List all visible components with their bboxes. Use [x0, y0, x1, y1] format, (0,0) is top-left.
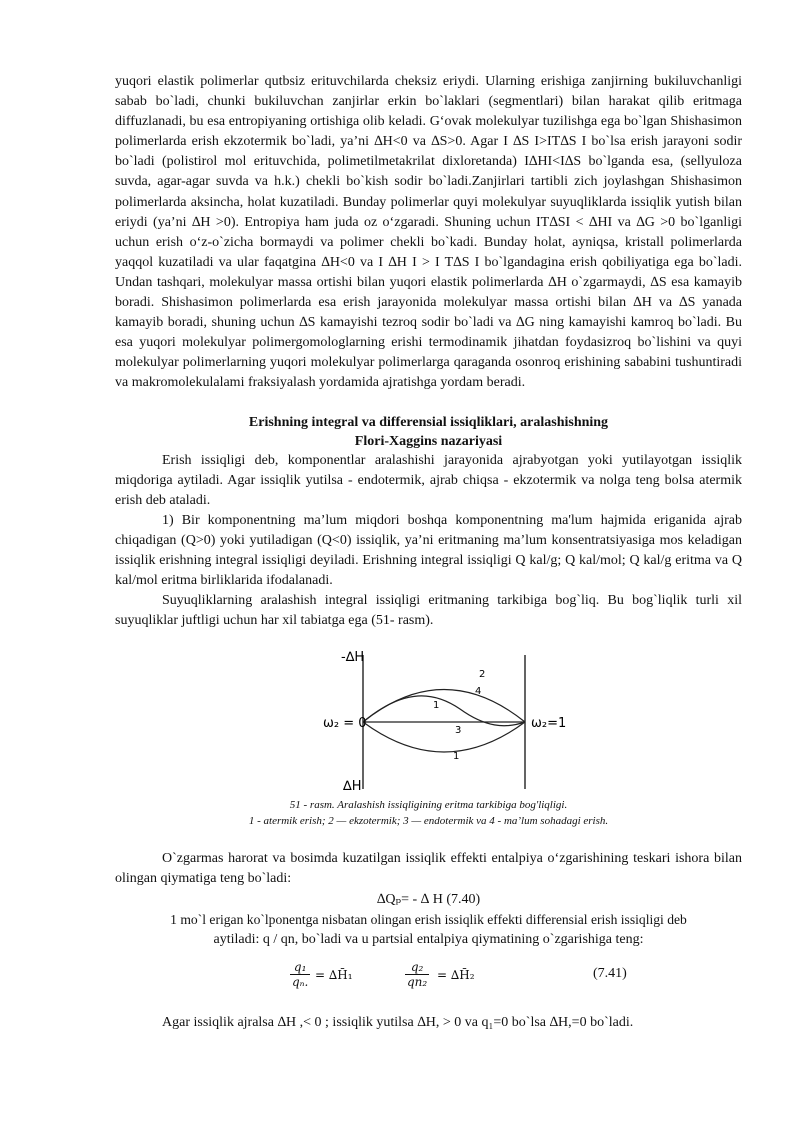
paragraph-dependence: Suyuqliklarning aralashish integral issiqligi eritmaning tarkibiga bog`liq. Bu bog`liqlik turli xil suyuqliklar juftligi uchun har xil tabiatga ega (51- rasm). [115, 593, 742, 629]
curve-label-1a: 1 [433, 700, 440, 712]
curve-lower [363, 722, 525, 752]
section-heading-line1: Erishning integral va differensial issiqliklari, aralashishning [248, 414, 609, 430]
curve-4 [363, 696, 525, 726]
figure-51 [115, 647, 742, 797]
equation-number-7-41: (7.41) [593, 965, 627, 981]
curve-label-3: 3 [455, 725, 462, 737]
equation-7-41 [115, 950, 742, 1005]
curve-label-4: 4 [475, 686, 482, 698]
fraction-2-numerator: q₂ [405, 960, 429, 975]
paragraph-differential-line1: 1 mo`l erigan ko`lponentga nisbatan olingan erish issiqlik effekti differensial erish issiqligi deb [170, 911, 687, 927]
paragraph-intro: yuqori elastik polimerlar qutbsiz erituvchilarda cheksiz eriydi. Ularning erishiga zanjirning bukiluvchanligi sabab bo`ladi, chunki bukiluvchan zanjirlar erkin bo`laklari (segmentlari) bilan harakat qilib eritmaga diffuzlanadi, bu esa entropiyaning ortishiga olib keladi. G‘ovak molekulyar tuzilishga ega bo`lgan Shishasimon polimerlarda erish ekzotermik bo`ladi, ya’ni ∆H<0 va ∆S>0. Agar I ∆S I>IT∆S I bo`lsa erish jarayoni sodir bo`ladi (polistirol mol erituvchida, polimetilmetakrilat dixloretanda) I∆HI<I∆S bo`lganda esa, (sellyuloza suvda, agar-agar suvda va h.k.) chekli bo`kish sodir bo`ladi.Zanjirlari tartibli zich joylashgan Shishasimon polimerlarda aksincha, holat kuzatiladi. Bunday polimerlar quyi molekulyar suyuqliklarda issiqlik yutish bilan eriydi (ya’ni ∆H >0). Entropiya ham juda oz o‘zgaradi. Shuning uchun IT∆SI < ∆HI va ∆G >0 bo`lganligi uchun erish o‘z-o`zicha bormaydi va polimer chekli bo`kadi. Bunday holat, ayniqsa, kristall polimerlarda yaqqol kuzatiladi va ular faqatgina ∆H<0 va I ∆H I > I T∆S I bo`lgandagina erish qobiliyatiga ega bo`ladi. Undan tashqari, molekulyar massa ortishi bilan yuqori elastik polimerlarda ∆H o`zgarmaydi, ∆S esa kamayib boradi. Shishasimon polimerlarda esa erish jarayonida molekulyar massa ortishi bilan ∆H va ∆S yanada kamayib boradi, shuning uchun ∆S kamayishi tezroq sodir bo`ladi va ∆G ning kamayishi kamroq bo`ladi. Bu esa yuqori molekulyar polimergomologlarning erishi termodinamik jihatdan foydasizroq bo`lishini va quyi molekulyar polimerlarning yuqori molekulyar polimerlarga qaraganda osonroq erishining sababini tushuntiradi va makromolekulalami fraksiyalash yordamida ajratishga yordam beradi. [115, 74, 742, 391]
label-top: -∆H [341, 650, 365, 666]
equation-7-40: ∆Qₚ= - ∆ H (7.40) [376, 891, 481, 907]
label-left: ω₂ = 0 [323, 716, 367, 732]
paragraph-last: Agar issiqlik ajralsa ∆H ,< 0 ; issiqlik yutilsa ∆H, > 0 va q₁=0 bo`lsa ∆H,=0 bo`ladi. [162, 1014, 634, 1030]
figure-caption-line2: 1 - atermik erish; 2 — ekzotermik; 3 — endotermik va 4 - ma’lum sohadagi erish. [248, 815, 609, 828]
label-right: ω₂=1 [531, 716, 567, 732]
label-bottom: ∆H [343, 779, 362, 795]
fraction-1-numerator: q₁ [290, 960, 310, 975]
figure-caption-line1: 51 - rasm. Aralashish issiqligining eritma tarkibiga bog'liqligi. [289, 799, 568, 812]
paragraph-enthalpy: O`zgarmas harorat va bosimda kuzatilgan issiqlik effekti entalpiya o‘zgarishining teskari ishora bilan olingan qiymatiga teng bo`ladi: [115, 851, 742, 887]
document-page [115, 72, 742, 1033]
fraction-2-denominator: qn₂ [407, 974, 428, 989]
fraction-2 [405, 960, 429, 989]
section-heading-line2: Flori-Xaggins nazariyasi [354, 433, 503, 449]
curve-label-1b: 1 [453, 751, 460, 763]
fraction-1 [290, 960, 310, 989]
paragraph-differential-line2: aytiladi: q / qn, bo`ladi va u partsial entalpiya qiymatining o`zgarishiga teng: [213, 931, 644, 947]
fraction-2-rhs: = ∆H̄₂ [437, 967, 475, 982]
fraction-1-denominator: qₙ. [292, 974, 309, 989]
paragraph-integral-heat: 1) Bir komponentning ma’lum miqdori boshqa komponentning ma'lum hajmida eriganida ajrab chiqadigan (Q>0) yoki yutiladigan (Q<0) issiqlik, ya’ni eritmaning ma’lum konsentratsiyasiga mos keladigan issiqlik erishning integral issiqligi deyiladi. Erishning integral issiqligi Q kal/g; Q kal/mol; Q kal/g eritma va Q kal/mol eritma birliklarida ifodalanadi. [115, 512, 742, 589]
mixing-heat-diagram [115, 647, 742, 797]
fraction-1-rhs: = ∆H̄₁ [315, 967, 353, 982]
paragraph-definition: Erish issiqligi deb, komponentlar aralashishi jarayonida ajrabyotgan yoki yutilayotgan issiqlik miqdoriga aytiladi. Agar issiqlik yutilsa - endotermik, ajrab chiqsa - ekzotermik va nolga teng bolsa atermik erish deb ataladi. [115, 452, 742, 508]
curve-label-2: 2 [479, 669, 486, 681]
